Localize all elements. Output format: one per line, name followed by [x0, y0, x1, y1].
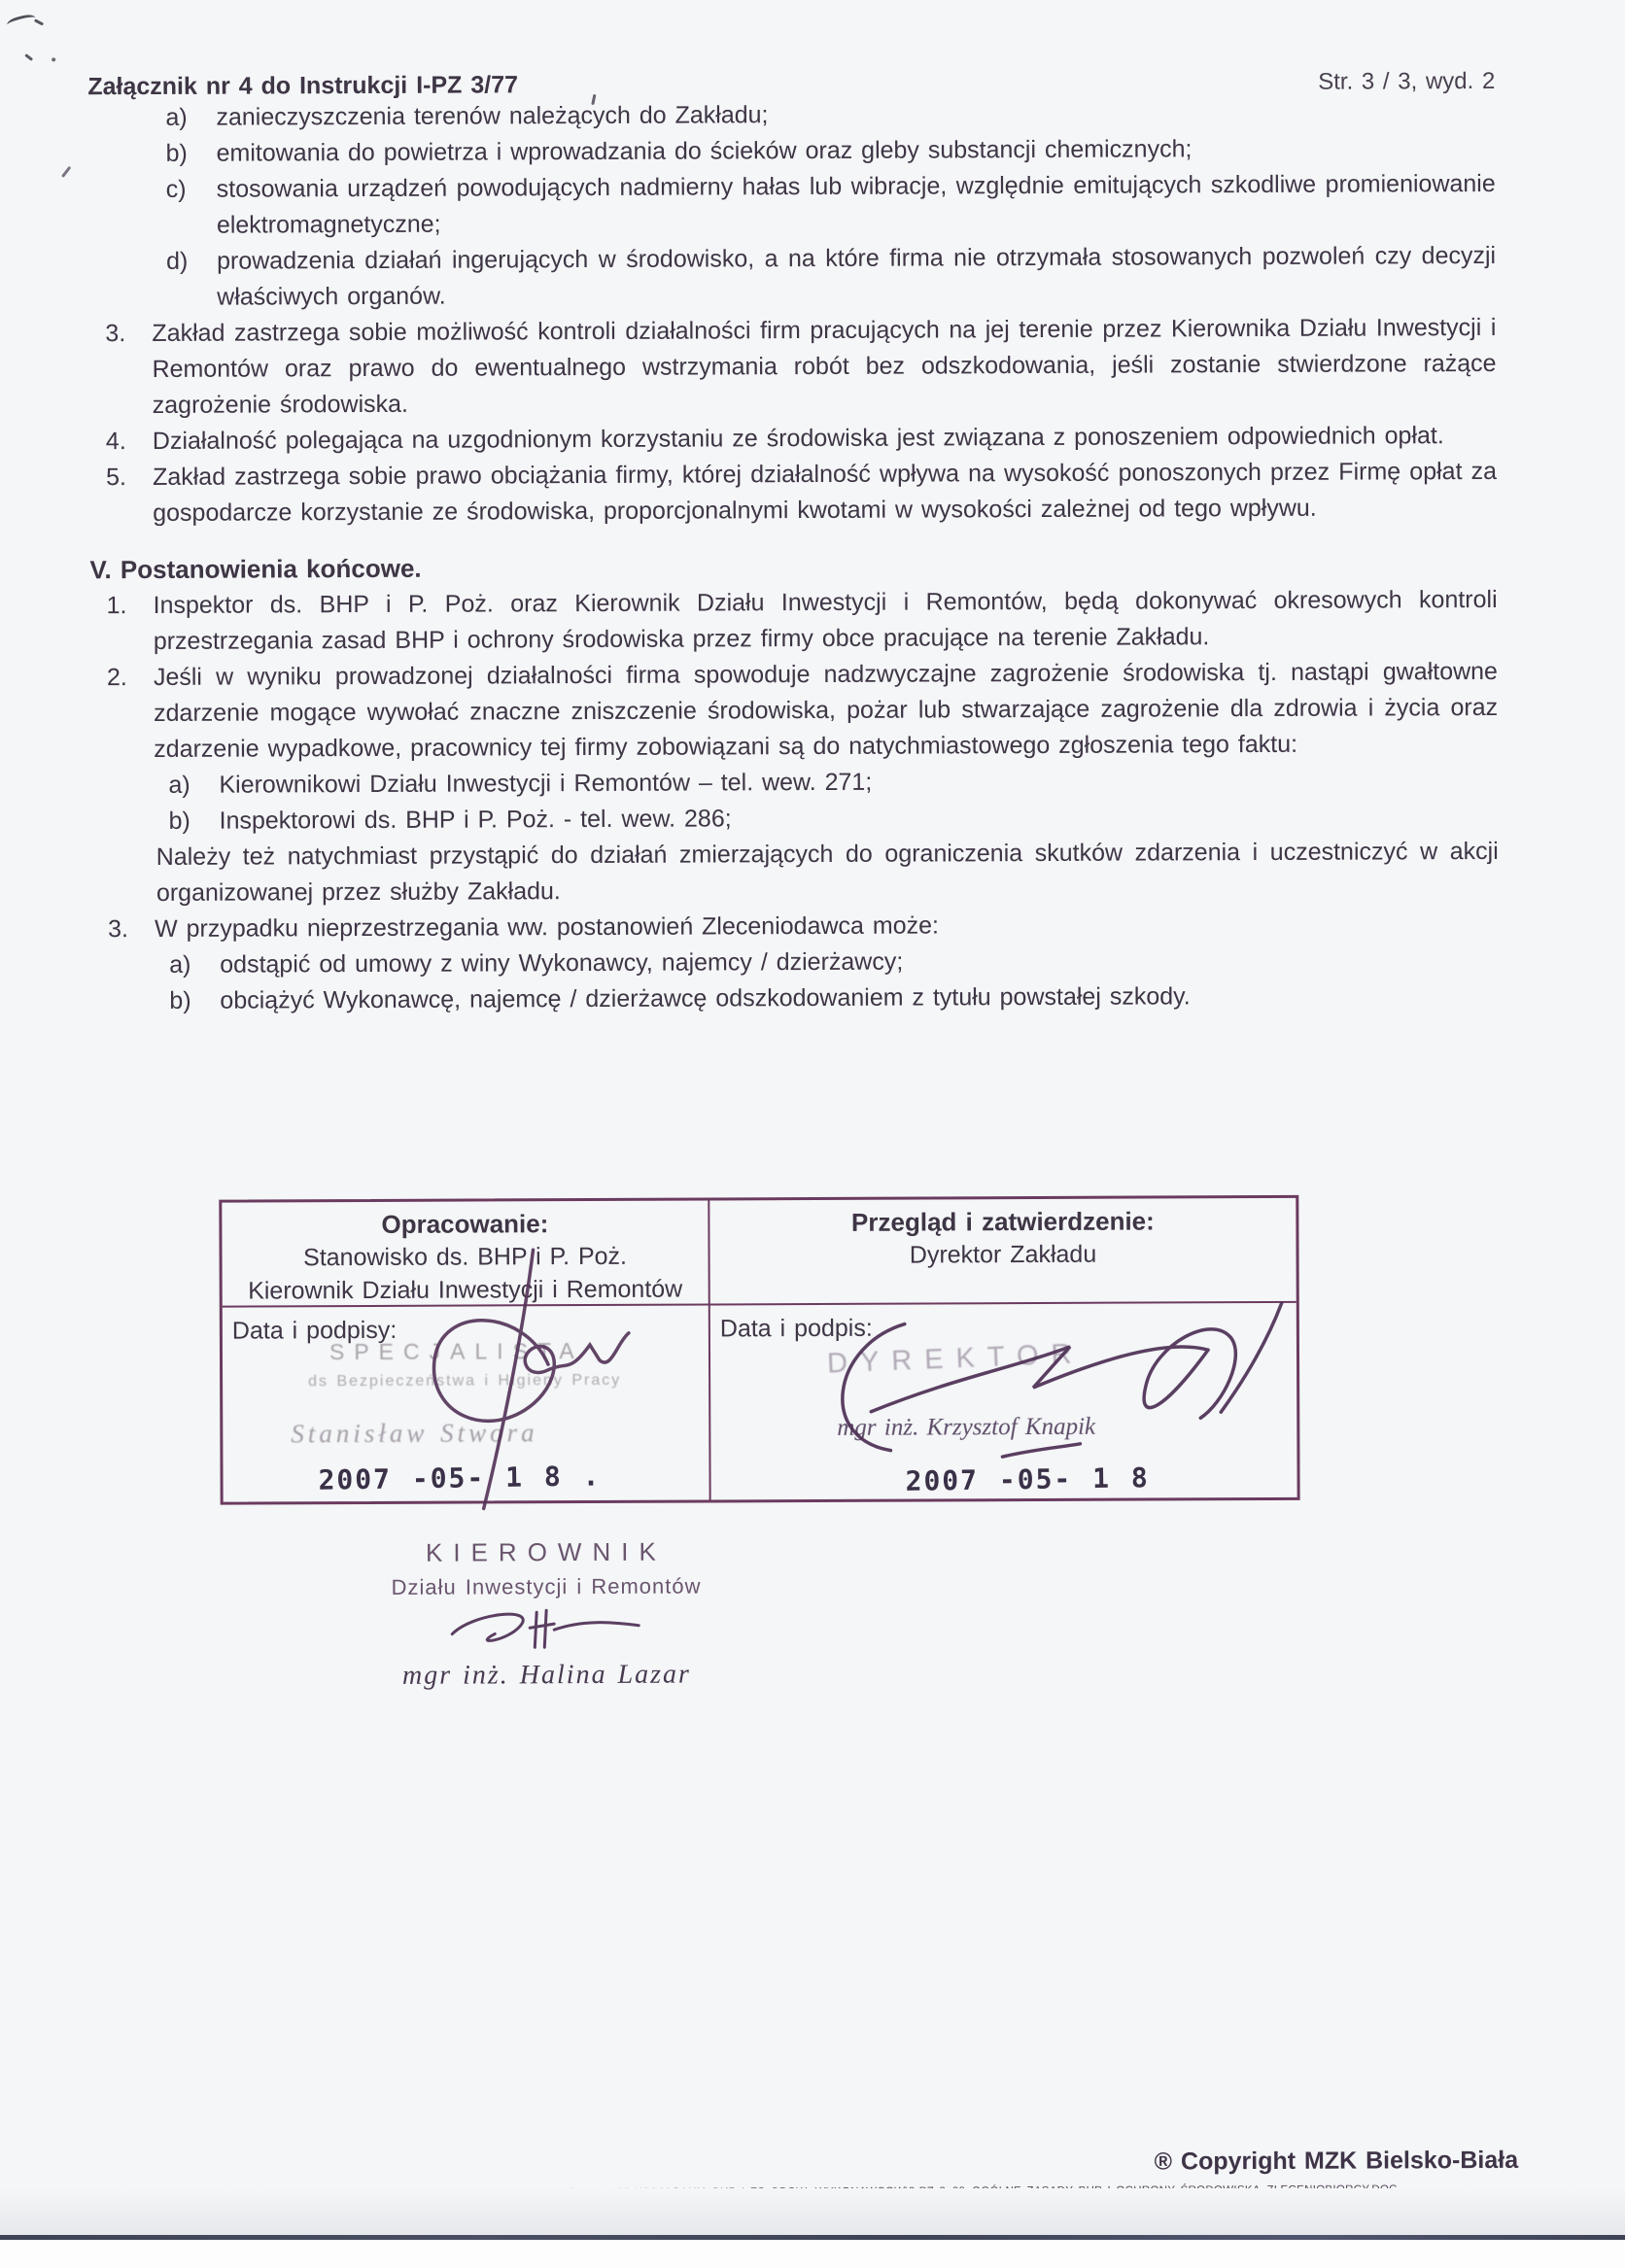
date-stamp: 2007 -05- 1 8 .	[318, 1460, 602, 1496]
date-signature-label: Data i podpis:	[719, 1314, 873, 1343]
list-item	[90, 582, 1498, 660]
list-text: Zakład zastrzega sobie możliwość kontroli działalności firm pracujących na jej terenie przez Kierownika Działu Inwestycji i Remontów oraz prawo do ewentualnego wstrzymania robót bez odszkodowania, jeśli zostanie stwierdzone rażące zagrożenie środowiska.	[152, 313, 1497, 419]
list-item	[91, 978, 1499, 1019]
list-marker: 3.	[108, 915, 128, 944]
page-number-info: Str. 3 / 3, wyd. 2	[1318, 67, 1496, 95]
specialist-stamp-line2: ds Bezpieczeństwa i Higieny Pracy	[308, 1371, 622, 1391]
list-item	[91, 798, 1499, 840]
list-text: zanieczyszczenia terenów należących do Zakładu;	[216, 101, 769, 131]
table-cell-opracowanie	[222, 1200, 708, 1305]
scan-shadow	[0, 2188, 1625, 2235]
table-cell-przeglad	[709, 1198, 1296, 1304]
list-marker: a)	[168, 771, 190, 799]
list-text: prowadzenia działań ingerujących w środowisko, a na które firma nie otrzymała stosowanych pozwoleń czy decyzji właściwych organów.	[217, 241, 1497, 311]
list-item	[91, 942, 1499, 983]
list-marker: d)	[166, 247, 189, 275]
kierownik-stamp-line1: KIEROWNIK	[425, 1536, 667, 1567]
approval-table	[219, 1195, 1299, 1505]
list-text: Należy też natychmiast przystąpić do działań zmierzających do ograniczenia skutków zdarzenia i uczestniczyć w akcji organizowanej przez służby Zakładu.	[156, 837, 1499, 907]
pen-mark-artifact	[61, 166, 71, 178]
list-continuation	[91, 834, 1499, 911]
signer-name-stamp: mgr inż. Krzysztof Knapik	[837, 1413, 1096, 1441]
handwritten-signature	[444, 1604, 648, 1656]
list-marker: a)	[169, 950, 191, 979]
role-line: Dyrektor Zakładu	[909, 1240, 1097, 1269]
kierownik-stamp-block	[352, 1533, 742, 1694]
list-marker: 2.	[106, 664, 127, 692]
list-item	[88, 238, 1496, 316]
list-marker: 1.	[106, 592, 127, 620]
list-marker: b)	[169, 986, 191, 1014]
list-item	[88, 166, 1496, 244]
list-text: Inspektor ds. BHP i P. Poż. oraz Kierownik Działu Inwestycji i Remontów, będą dokonywać okresowych kontroli przestrzegania zasad BHP i ochrony środowiska przez firmy obce pracujące na terenie Zakładu.	[153, 585, 1498, 655]
list-text: stosowania urządzeń powodujących nadmierny hałas lub wibracje, względnie emitujących szkodliwe promieniowanie elektromagnetyczne;	[216, 169, 1496, 239]
list-item	[88, 310, 1496, 424]
director-stamp: DYREKTOR	[826, 1338, 1086, 1380]
list-text: W przypadku nieprzestrzegania ww. postanowień Zleceniodawca może:	[155, 911, 939, 943]
pen-mark-artifact	[24, 53, 33, 61]
list-item	[87, 94, 1495, 136]
list-marker: 5.	[105, 464, 126, 492]
list-text: odstąpić od umowy z winy Wykonawcy, najemcy / dzierżawcy;	[220, 947, 904, 979]
role-line: Kierownik Działu Inwestycji i Remontów	[248, 1275, 683, 1305]
list-item	[90, 654, 1498, 768]
list-text: Jeśli w wyniku prowadzonej działalności firma spowoduje nadzwyczajne zagrożenie środowiska tj. nastąpi gwałtowne zdarzenie mogące wywołać znaczne zniszczenie środowiska, pożar lub stwarzające zagrożenie dla zdrowia i życia oraz zdarzenie wypadkowe, pracownicy tej firmy zobowiązani są do natychmiastowego zgłoszenia tego faktu:	[153, 657, 1499, 763]
list-text: Zakład zastrzega sobie prawo obciążania firmy, której działalność wpływa na wysokość ponoszonych przez Firmę opłat za gospodarcze korzystanie ze środowiska, proporcjonalnymi kwotami w wysokości zależnej od tego wpływu.	[152, 457, 1498, 527]
date-signature-label: Data i podpisy:	[231, 1316, 398, 1345]
list-item	[90, 762, 1498, 804]
list-marker: 3.	[105, 320, 126, 348]
list-text: Inspektorowi ds. BHP i P. Poż. - tel. wew. 286;	[219, 805, 732, 835]
pen-mark-artifact	[34, 18, 44, 25]
cell-header: Opracowanie:	[381, 1209, 549, 1239]
kierownik-stamp-line2: Działu Inwestycji i Remontów	[391, 1573, 702, 1599]
specialist-stamp-line1: SPECJALISTA	[328, 1338, 584, 1365]
copyright-notice: ® Copyright MZK Bielsko-Biała	[1154, 2146, 1519, 2176]
list-marker: c)	[165, 175, 187, 203]
date-stamp: 2007 -05- 1 8	[905, 1461, 1150, 1497]
table-cell-date-signatures-left	[223, 1305, 709, 1501]
list-text: emitowania do powietrza i wprowadzania do ścieków oraz gleby substancji chemicznych;	[216, 135, 1193, 167]
list-text: Działalność polegająca na uzgodnionym korzystaniu ze środowiska jest związana z ponoszeniem odpowiednich opłat.	[152, 422, 1444, 455]
signer-name-stamp: Stanisław Stwora	[291, 1418, 538, 1449]
list-marker: a)	[165, 103, 188, 131]
kierownik-signer-name: mgr inż. Halina Lazar	[401, 1659, 691, 1691]
list-item	[89, 418, 1497, 460]
cell-header: Przegląd i zatwierdzenie:	[850, 1206, 1155, 1237]
role-line: Stanowisko ds. BHP i P. Poż.	[303, 1242, 628, 1272]
attachment-title: Załącznik nr 4 do Instrukcji I-PZ 3/77	[87, 71, 519, 101]
list-item	[91, 906, 1499, 947]
document-body	[87, 94, 1499, 1019]
list-item	[89, 454, 1497, 532]
pen-mark-artifact	[6, 13, 37, 31]
list-marker: 4.	[105, 428, 126, 456]
pen-mark-artifact	[52, 57, 55, 61]
list-text: obciążyć Wykonawcę, najemcę / dzierżawcę odszkodowaniem z tytułu powstałej szkody.	[220, 982, 1191, 1014]
section-heading: V. Postanowienia końcowe.	[89, 553, 422, 585]
list-text: Kierownikowi Działu Inwestycji i Remontów – tel. wew. 271;	[219, 768, 873, 799]
list-item	[88, 130, 1496, 172]
list-marker: b)	[168, 807, 190, 835]
table-cell-date-signature-right	[710, 1303, 1297, 1500]
scanner-background	[0, 2240, 1625, 2268]
list-marker: b)	[165, 139, 188, 167]
